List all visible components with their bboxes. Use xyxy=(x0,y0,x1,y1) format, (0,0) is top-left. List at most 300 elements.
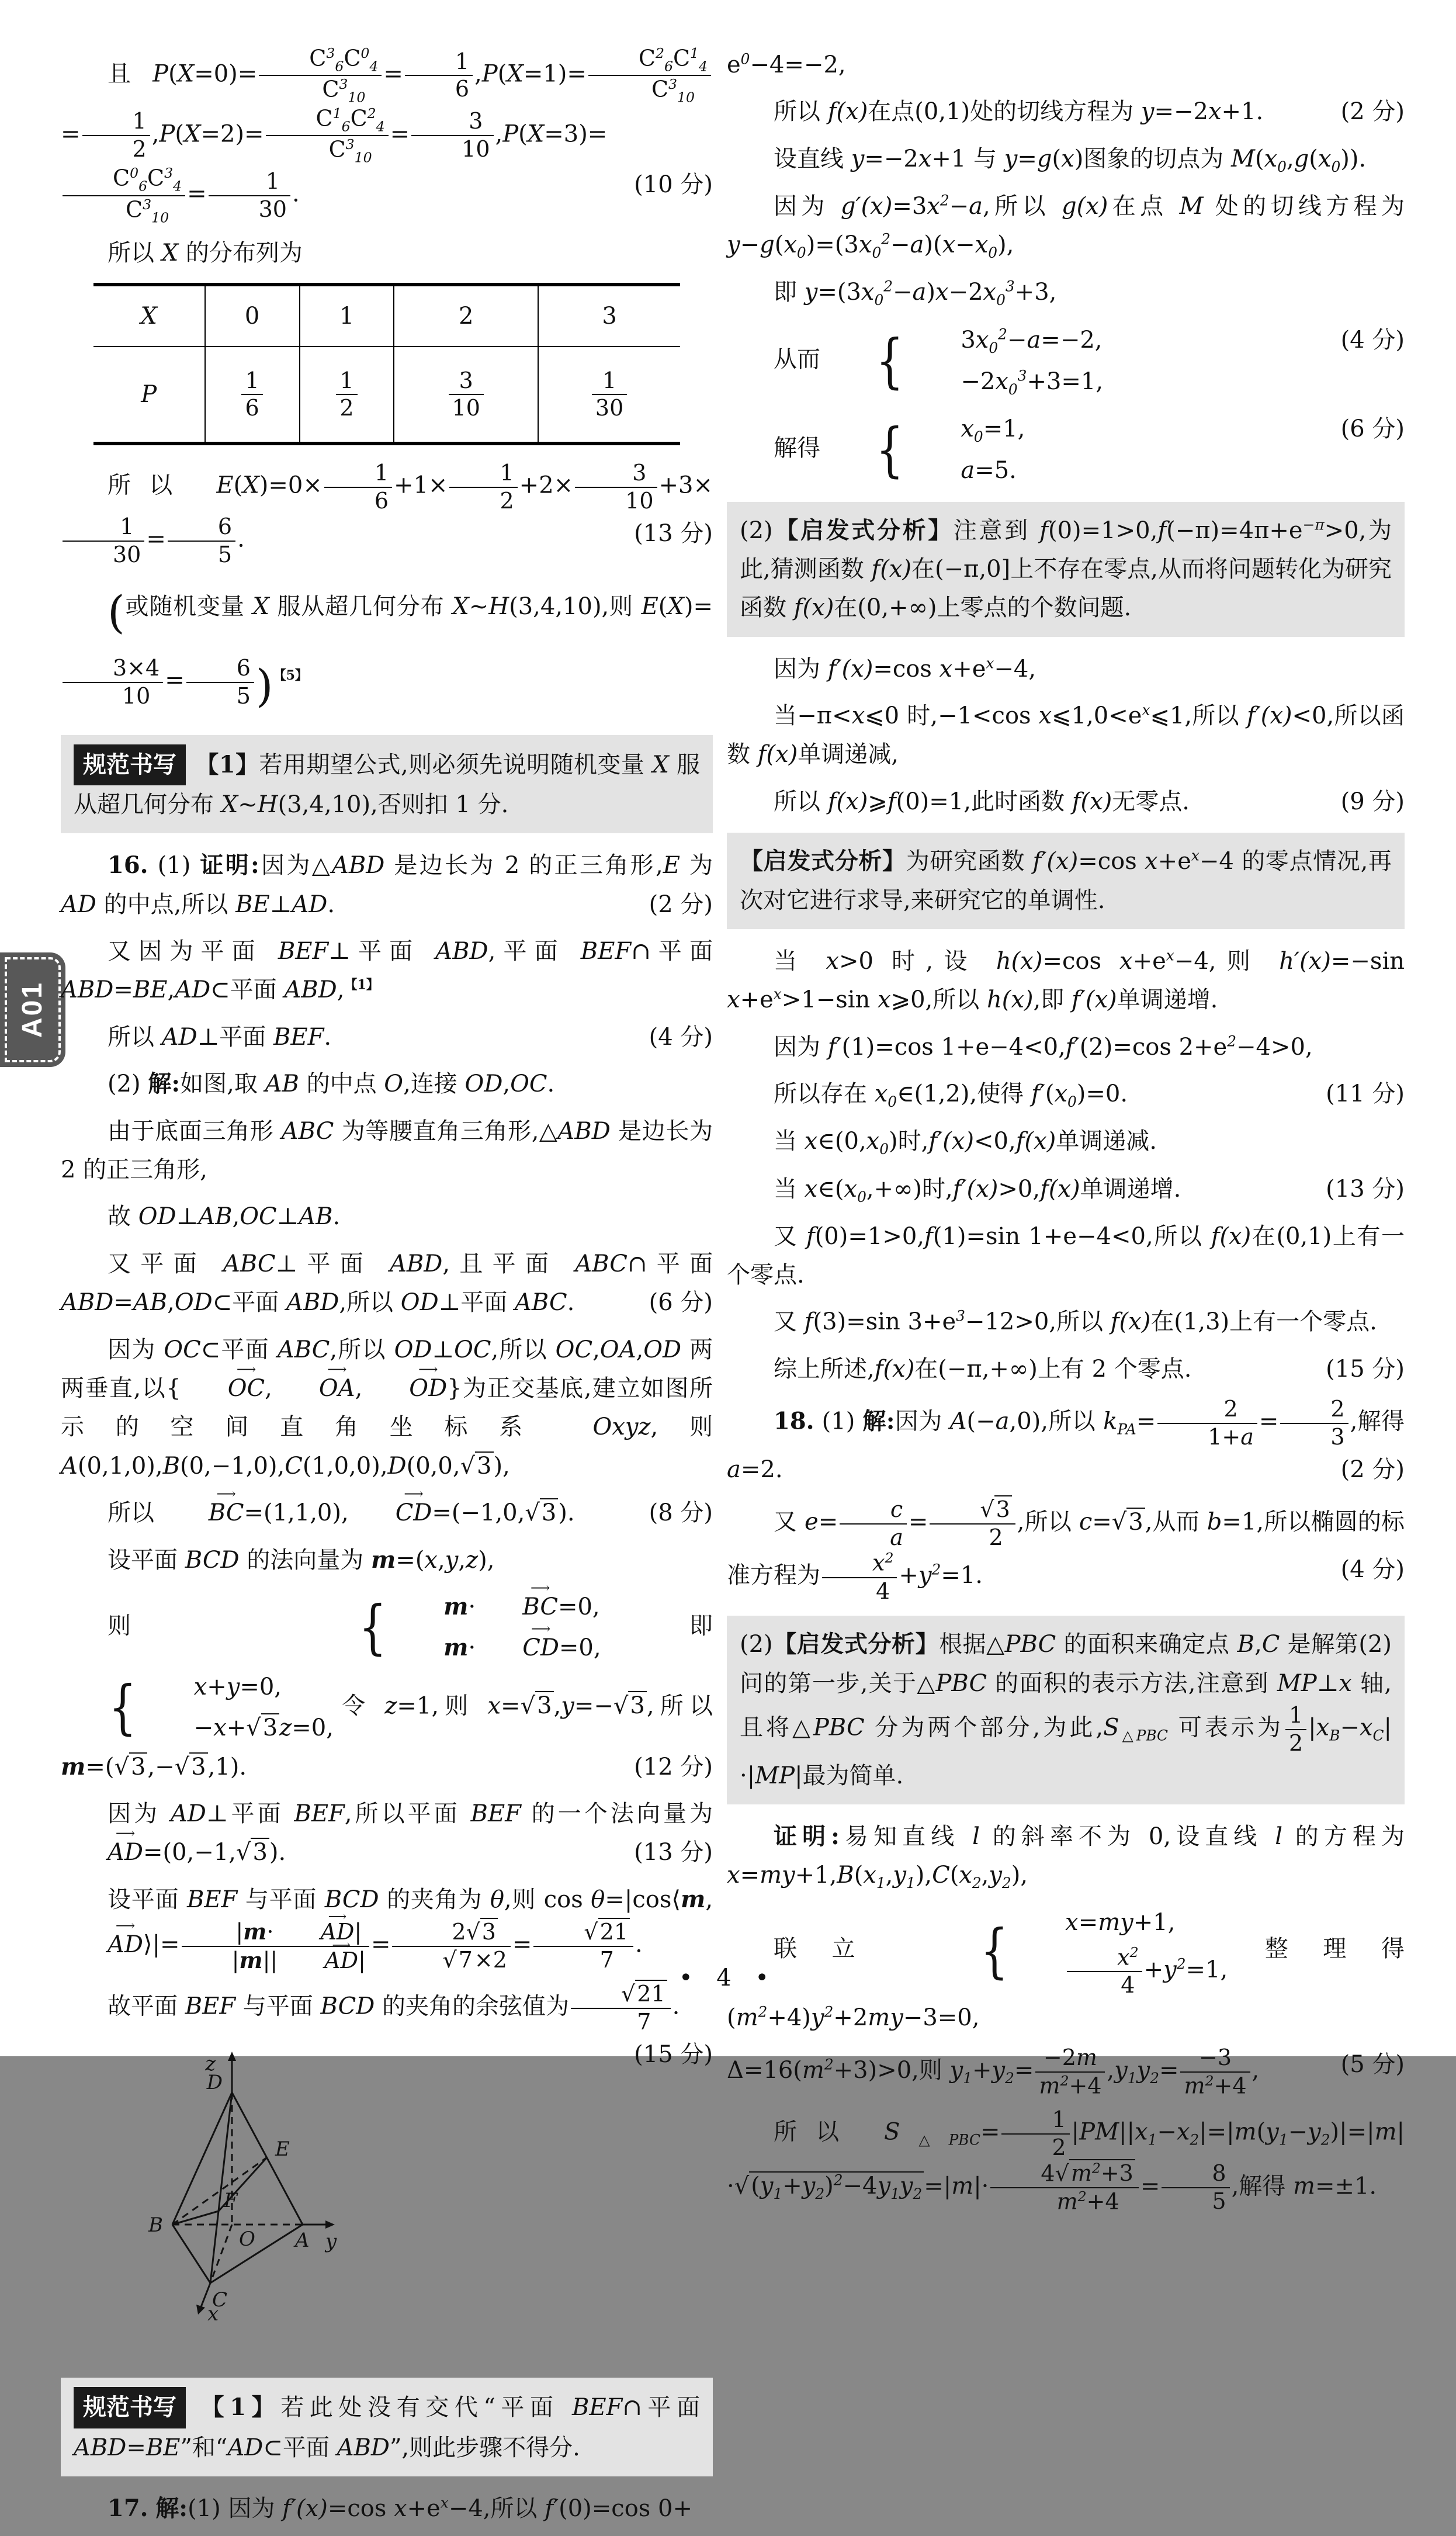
subscript: 4 xyxy=(699,58,708,75)
math-run: f(x) xyxy=(793,594,834,622)
fraction xyxy=(930,1497,1015,1550)
big-paren: ) xyxy=(255,660,273,712)
text-run: ”和“ xyxy=(180,2434,228,2461)
subscript: 6 xyxy=(335,58,344,75)
math-run: X xyxy=(452,593,469,621)
fraction xyxy=(82,109,150,162)
math-run: AD xyxy=(227,2434,264,2461)
text-run: , xyxy=(232,1203,240,1231)
text-run: ⊥ xyxy=(176,1203,199,1231)
numerator xyxy=(168,514,235,542)
bold-run: 解: xyxy=(862,1407,895,1435)
math-run: y xyxy=(1308,2119,1321,2146)
text-run: | xyxy=(354,1919,362,1945)
denominator xyxy=(588,76,711,105)
text-run: = xyxy=(818,1508,838,1536)
math-run: y xyxy=(1136,2057,1150,2084)
math-run: PBC xyxy=(1004,1631,1056,1658)
math-run: m xyxy=(1184,2073,1205,2099)
text-run: ), xyxy=(997,231,1014,259)
text-run: +3=1, xyxy=(1027,368,1104,395)
paragraph xyxy=(61,1197,713,1236)
radical-sign: √ xyxy=(460,1452,476,1480)
math-run: OA xyxy=(599,1336,636,1363)
bold-run: 【1】 xyxy=(195,750,259,778)
math-run: OC xyxy=(555,1336,593,1363)
paragraph xyxy=(727,1075,1405,1114)
numerator xyxy=(533,1920,633,1947)
text-run: | xyxy=(235,1919,244,1945)
text-run: +4 xyxy=(1069,2073,1102,2099)
text-run: C xyxy=(344,45,361,71)
math-run: O xyxy=(384,1070,404,1098)
equation-system xyxy=(830,410,1025,490)
text-run: =0, xyxy=(557,1593,600,1620)
superscript: x xyxy=(1142,701,1150,719)
math-run: x xyxy=(961,415,974,442)
math-run: f′ xyxy=(1031,1080,1045,1108)
score-label: (9 分) xyxy=(1340,788,1405,815)
text-run: . xyxy=(567,1289,575,1316)
math-run: ABD xyxy=(337,2434,390,2461)
math-run: AB xyxy=(198,1203,233,1231)
math-run: x xyxy=(995,368,1008,395)
text-run: +1, xyxy=(1133,1909,1176,1936)
bold-run: 【启发式分析】 xyxy=(772,516,954,544)
text-run: 的面积的表示方法,注意到 xyxy=(987,1669,1277,1697)
paragraph xyxy=(61,1541,713,1579)
radical-sign: √ xyxy=(584,1919,598,1945)
text-run: 的面积来确定点 xyxy=(1056,1631,1237,1658)
table-cell xyxy=(538,347,680,444)
text-run: = xyxy=(1078,1909,1098,1936)
text-run: −4,则 xyxy=(1174,948,1280,975)
sqrt-expression xyxy=(466,1918,498,1945)
text-run: 所以 xyxy=(108,1023,162,1051)
math-run: f xyxy=(804,1308,813,1336)
denominator xyxy=(571,2009,671,2035)
denominator xyxy=(241,395,262,421)
text-run: | xyxy=(1308,1714,1316,1741)
text-run: 1 xyxy=(339,367,354,393)
text-run: )时, xyxy=(889,1128,929,1155)
text-run: , xyxy=(1286,145,1294,172)
paragraph xyxy=(727,140,1405,179)
text-run: 5 xyxy=(236,682,251,709)
fraction xyxy=(63,514,144,567)
text-run: |· xyxy=(727,2119,1405,2200)
text-run: , xyxy=(636,1336,644,1363)
text-run: 由于底面三角形 xyxy=(108,1117,282,1145)
text-run: = xyxy=(1136,1408,1156,1435)
text-run: ), xyxy=(478,1546,495,1574)
score-label: (4 分) xyxy=(1340,326,1405,354)
math-run: ABD xyxy=(284,976,337,1004)
paragraph xyxy=(61,1018,713,1056)
text-run: +e xyxy=(952,655,986,682)
radicand xyxy=(189,1752,207,1780)
system-line xyxy=(397,1629,601,1667)
math-run: f xyxy=(1157,517,1167,544)
y-axis-arrowhead xyxy=(325,2220,335,2229)
math-run: C xyxy=(285,1452,303,1480)
math-run: x xyxy=(863,1862,876,1889)
text-run: 综上所述, xyxy=(774,1355,875,1383)
text-run: C xyxy=(126,196,143,223)
subscript: 0 xyxy=(989,339,999,356)
text-run: 3 xyxy=(961,326,976,354)
text-run: 如图,取 xyxy=(180,1070,265,1098)
score-label: (6 分) xyxy=(649,1289,713,1316)
text-run: , xyxy=(705,1886,713,1913)
math-run: x xyxy=(1264,145,1278,172)
math-run: x xyxy=(858,231,872,259)
radicand xyxy=(994,1495,1012,1522)
text-run: 2 xyxy=(132,136,147,162)
text-run: −4, xyxy=(994,655,1036,682)
text-run: −4 xyxy=(843,2173,878,2200)
math-run: a xyxy=(969,192,983,220)
score-label: (4 分) xyxy=(1340,1556,1405,1584)
math-run: x xyxy=(1316,1714,1330,1741)
text-run: − xyxy=(1157,2119,1177,2146)
superscript: 1 xyxy=(332,105,342,122)
text-run: , xyxy=(151,120,160,148)
text-run: ( xyxy=(1052,145,1062,172)
equation-system xyxy=(313,1588,601,1668)
text-run: ⊥平面 xyxy=(328,938,436,965)
math-run: y xyxy=(804,279,818,306)
text-run: 的法向量为 xyxy=(239,1546,371,1574)
subscript: 10 xyxy=(677,89,695,106)
vector-run: ⟶ BC xyxy=(162,1494,244,1532)
text-run: 2 xyxy=(1330,1396,1345,1422)
figure-label-f: F xyxy=(223,2188,238,2212)
coordinate-figure xyxy=(61,2050,713,2360)
subscript: 0 xyxy=(796,244,806,262)
text-run: 设平面 xyxy=(108,1886,187,1913)
text-run: = xyxy=(1140,2173,1160,2200)
text-run: |=| xyxy=(1199,2119,1235,2146)
table-cell: P xyxy=(93,347,205,444)
math-run: f′(x) xyxy=(1246,702,1292,730)
note-block xyxy=(61,735,713,834)
math-run: c xyxy=(890,1496,903,1522)
math-run: P xyxy=(152,60,169,88)
math-run: x xyxy=(424,1546,438,1574)
text-run: , xyxy=(1254,1631,1262,1658)
math-run: f xyxy=(887,788,896,815)
subscript: 4 xyxy=(369,58,379,75)
bold-math-run: m xyxy=(443,1592,469,1620)
subscript: 0 xyxy=(973,428,983,445)
subscript: 10 xyxy=(151,209,169,226)
text-run: Δ=16( xyxy=(727,2057,802,2084)
fraction xyxy=(449,368,484,421)
text-run: =cos xyxy=(1078,848,1145,875)
math-run: ABC xyxy=(281,1117,334,1145)
paragraph xyxy=(727,1397,1405,1489)
text-run: C xyxy=(350,105,368,131)
system-line xyxy=(147,1709,334,1747)
bold-math-run: m xyxy=(680,1885,706,1913)
text-run: 则 xyxy=(108,1612,311,1640)
math-run: y xyxy=(1004,145,1018,172)
text-run: =1,则 xyxy=(397,1692,488,1720)
math-run: a xyxy=(961,457,975,484)
text-run: 因为 xyxy=(895,1408,950,1435)
denominator xyxy=(990,2188,1138,2215)
math-run: ABD xyxy=(557,1117,611,1145)
text-run: = xyxy=(61,120,81,148)
denominator xyxy=(1180,2073,1250,2099)
denominator xyxy=(1162,2188,1229,2215)
sqrt-expression xyxy=(175,1752,208,1780)
math-run: S xyxy=(1103,1714,1119,1741)
text-run: . xyxy=(672,1993,680,2021)
text-run: 为研究函数 xyxy=(906,848,1033,875)
text-run: =cos xyxy=(873,655,940,682)
text-run: )|=| xyxy=(1330,2119,1375,2146)
text-run: =0)= xyxy=(194,60,258,88)
figure-label-c: C xyxy=(212,2288,227,2312)
subscript: 0 xyxy=(1008,380,1018,398)
table-cell xyxy=(300,347,394,444)
score-label: (10 分) xyxy=(634,171,713,199)
math-run: AD xyxy=(170,1800,206,1827)
math-run: f′(x) xyxy=(1032,848,1079,875)
subscript: 1 xyxy=(773,2185,783,2203)
math-run: D xyxy=(387,1452,407,1480)
text-run: 3 xyxy=(1330,1423,1345,1450)
text-run: 1 xyxy=(455,48,470,74)
text-run: 1+ xyxy=(1208,1423,1241,1450)
numerator xyxy=(1162,2161,1229,2188)
text-run: ,所以 xyxy=(491,1336,556,1363)
math-run: X xyxy=(242,472,259,500)
denominator xyxy=(186,683,254,709)
figure-label-e: E xyxy=(275,2137,290,2161)
subscript: 0 xyxy=(888,1093,897,1111)
text-run: )=(3 xyxy=(806,231,859,259)
math-run: f(x) xyxy=(874,1355,915,1383)
text-run: −4=−2, xyxy=(750,51,846,78)
math-run: f xyxy=(1039,517,1048,544)
text-run: ⊂平面 xyxy=(263,2434,337,2461)
bold-run: 18. xyxy=(774,1407,814,1435)
math-run: x xyxy=(975,326,989,354)
text-run: C xyxy=(672,45,691,71)
text-run: 根据△ xyxy=(939,1631,1005,1658)
text-run: 为 xyxy=(680,852,713,879)
score-label: (4 分) xyxy=(649,1023,713,1051)
text-run: (0)=1>0, xyxy=(1048,517,1158,544)
subscript: 4 xyxy=(376,117,385,134)
math-run: x xyxy=(394,2495,407,2522)
text-run: 10 xyxy=(122,682,151,709)
math-run: f(x) xyxy=(757,741,798,768)
paragraph xyxy=(61,1794,713,1872)
paragraph xyxy=(727,650,1405,688)
text-run: 的斜率不为 0,设直线 xyxy=(979,1823,1275,1850)
text-run: = xyxy=(980,2119,1000,2146)
analysis-block xyxy=(727,502,1405,637)
math-run: m xyxy=(1234,2119,1257,2146)
math-run: ABD xyxy=(74,2434,127,2461)
text-run xyxy=(148,2495,156,2522)
note-block xyxy=(61,2378,713,2476)
math-run: ABC xyxy=(575,1250,628,1277)
math-run: ABD xyxy=(435,938,488,965)
fraction xyxy=(1280,1397,1348,1450)
math-run: m xyxy=(1056,2188,1078,2215)
figure-label-z: z xyxy=(204,2052,216,2076)
text-run: 若用期望公式,则必须先说明随机变量 xyxy=(259,751,653,778)
sqrt-expression xyxy=(613,1691,647,1719)
paragraph xyxy=(61,932,713,1010)
table-cell xyxy=(394,347,538,444)
text-run: 10 xyxy=(462,136,490,162)
text-run: 3 xyxy=(996,1496,1010,1522)
numerator xyxy=(930,1497,1015,1525)
paragraph xyxy=(727,321,1405,401)
text-run: 3 xyxy=(130,1753,146,1780)
subscript: 1 xyxy=(876,1875,886,1892)
text-run: ), xyxy=(915,1862,932,1889)
subscript: C xyxy=(1372,1727,1384,1744)
subscript: 10 xyxy=(354,149,372,166)
text-run: 3 xyxy=(632,460,647,486)
system-line xyxy=(914,451,1025,490)
text-run: 轴,且将△ xyxy=(740,1669,1392,1741)
text-run: ,解得 xyxy=(1231,2173,1294,2200)
math-run: h(x) xyxy=(987,986,1034,1014)
math-run: OD xyxy=(464,1070,503,1098)
text-run: (1,0,0), xyxy=(302,1452,388,1480)
text-run: ,所以 xyxy=(646,1692,713,1720)
fraction xyxy=(209,169,290,222)
math-run: BE xyxy=(145,2434,181,2461)
text-run: >0 时,设 xyxy=(839,948,996,975)
radical-sign: √ xyxy=(1055,2160,1069,2187)
math-run: OD xyxy=(400,1289,439,1316)
text-run: ⟩|= xyxy=(143,1931,180,1958)
superscript: 3 xyxy=(1017,367,1027,384)
subscript: 0 xyxy=(872,244,882,262)
math-run: f′(x) xyxy=(827,655,873,682)
math-run: m xyxy=(1293,2173,1315,2200)
subscript: 0 xyxy=(1277,158,1287,175)
table-cell: 3 xyxy=(538,285,680,347)
text-run: , xyxy=(337,976,345,1004)
fraction xyxy=(1180,2045,1250,2099)
text-run: +3× xyxy=(658,472,713,500)
text-run: ,所以 xyxy=(1017,1508,1079,1536)
fraction xyxy=(324,460,392,514)
bold-run: 【启发式分析】 xyxy=(740,847,906,875)
radical-sign: √ xyxy=(621,1981,636,2007)
math-run: X xyxy=(527,120,545,148)
text-run: 2 xyxy=(500,488,514,514)
denominator xyxy=(259,76,382,105)
radicand xyxy=(1069,2159,1135,2186)
figure-label-a: A xyxy=(294,2228,310,2252)
text-run: +1 与 xyxy=(931,145,1004,172)
text-run: 2 xyxy=(1052,2135,1066,2161)
text-run: (1) xyxy=(814,1408,863,1435)
text-run: 所以 xyxy=(108,240,162,267)
paragraph xyxy=(61,1588,713,1786)
text-run: − xyxy=(740,231,760,259)
denominator xyxy=(1035,2073,1105,2099)
text-run: ( xyxy=(751,2173,760,2200)
math-run: PBC xyxy=(813,1714,865,1741)
text-run: 或随机变量 xyxy=(124,593,253,621)
text-run: 4 xyxy=(1121,1972,1135,1998)
subscript: 2 xyxy=(913,2185,923,2203)
text-run: 与平面 xyxy=(237,1886,325,1913)
math-run: AD xyxy=(175,976,211,1004)
page-number xyxy=(0,1959,1456,1997)
math-run: ABC xyxy=(223,1250,276,1277)
math-run: f xyxy=(924,1222,933,1250)
math-run: AD xyxy=(61,891,96,918)
text-run: −4>0, xyxy=(1236,1033,1313,1061)
math-run: y xyxy=(445,1546,459,1574)
subscript: 2 xyxy=(1320,2132,1330,2149)
text-run: ,所以平面 xyxy=(344,1800,471,1827)
text-run: ,则 xyxy=(650,1413,713,1441)
text-run: |· xyxy=(973,2173,989,2200)
math-run: x xyxy=(193,1673,207,1700)
math-run: x xyxy=(939,655,953,682)
math-run: f′ xyxy=(1065,1033,1080,1061)
math-run: y xyxy=(1163,1956,1177,1983)
radicand xyxy=(598,1918,630,1945)
math-run: m xyxy=(802,2057,824,2084)
paragraph xyxy=(727,1122,1405,1161)
math-run: x xyxy=(975,231,989,259)
fraction xyxy=(186,656,254,709)
vector-run: ⟶ OA xyxy=(272,1369,355,1408)
vector-run: ⟶ CD xyxy=(476,1629,559,1667)
text-run: +2× xyxy=(519,472,574,500)
score-label: (13 分) xyxy=(634,519,713,547)
math-run: a xyxy=(727,1456,741,1483)
text-run: | xyxy=(231,1947,240,1973)
text-run: 6 xyxy=(455,76,470,102)
math-run: f xyxy=(806,1222,815,1250)
score-label: (11 分) xyxy=(1326,1080,1405,1108)
denominator xyxy=(411,136,493,162)
table-cell: X xyxy=(93,285,205,347)
figure-label-x: x xyxy=(207,2302,219,2326)
text-run: ,所以 xyxy=(983,192,1062,220)
text-run: 因为 xyxy=(774,192,841,220)
text-run: 6 xyxy=(374,488,389,514)
math-run: a xyxy=(910,231,924,259)
math-run: y xyxy=(561,1692,574,1720)
math-run: my xyxy=(760,1862,795,1889)
text-run: ), xyxy=(1011,1862,1028,1889)
text-run: =|cos⟨ xyxy=(605,1886,681,1913)
radical-sign: √ xyxy=(734,2173,750,2200)
text-run: C xyxy=(309,45,327,71)
right-column xyxy=(727,46,1405,2223)
text-run: =(−1,0, xyxy=(432,1499,525,1527)
text-run: , xyxy=(167,976,175,1004)
footnote-marker: 【5】 xyxy=(273,668,308,684)
